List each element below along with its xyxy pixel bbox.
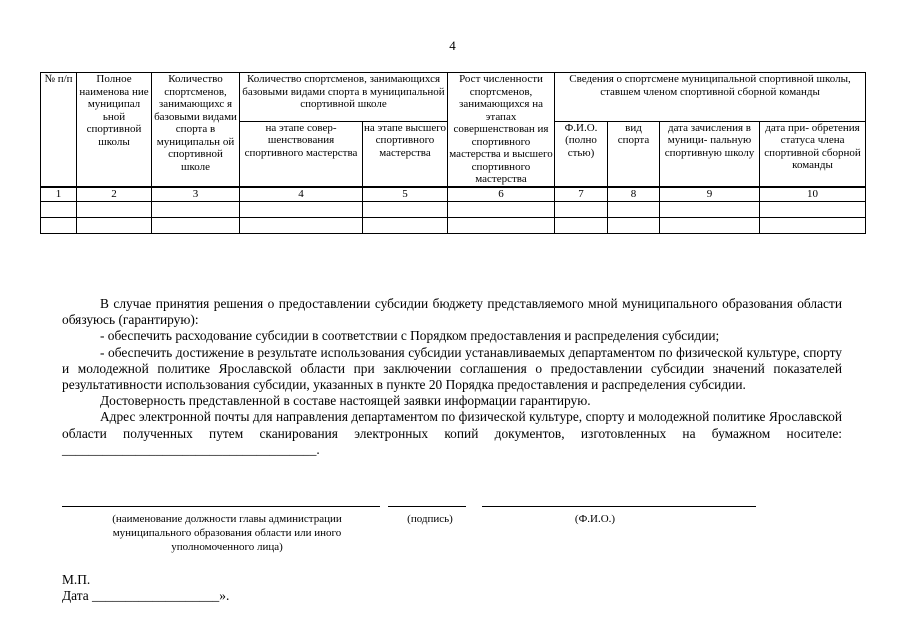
table-row	[41, 201, 866, 217]
fio-line	[482, 506, 756, 507]
header-stage-higher: на этапе высшего спортивного мастерства	[363, 121, 448, 186]
signature-caption: (подпись)	[407, 513, 453, 525]
guarantee-text	[62, 296, 842, 458]
column-number: 7	[555, 187, 608, 202]
header-athlete-info-group: Сведения о спортсмене муниципальной спортивной школы, ставшем членом спортивной сборной команды	[555, 73, 866, 122]
header-status-date: дата при- обретения статуса члена спортивной сборной команды	[760, 121, 866, 186]
paragraph: - обеспечить расходование субсидии в соответствии с Порядком предоставления и распределения субсидии;	[100, 328, 720, 344]
column-number: 10	[760, 187, 866, 202]
header-sport: вид спорта	[608, 121, 660, 186]
header-growth: Рост численности спортсменов, занимающихся на этапах совершенствован ия спортивного мастерства и высшего спортивного мастерства	[449, 73, 553, 185]
position-caption: (наименование должности главы администрации муниципального образования области или иного уполномоченного лица)	[112, 513, 342, 553]
column-number: 4	[240, 187, 363, 202]
stamp-label: М.П.	[62, 572, 91, 587]
column-number-row	[41, 187, 866, 202]
signature-line	[388, 506, 466, 507]
column-number: 6	[448, 187, 555, 202]
header-num: № п/п	[41, 73, 77, 187]
stamp-date-block	[62, 572, 229, 604]
column-number: 8	[608, 187, 660, 202]
data-table	[40, 72, 866, 234]
page-number: 4	[449, 38, 456, 53]
position-line	[62, 506, 380, 507]
header-athlete-count: Количество спортсменов, занимающихс я базовыми видами спорта в муниципальн ой спортивной школе	[152, 73, 240, 187]
header-fio: Ф.И.О. (полно стью)	[555, 121, 608, 186]
paragraph: Адрес электронной почты для направления департаментом по физической культуре, спорту и молодежной политике Ярославской области полученных путем сканирования электронных копий документов, изготовленных на бумажном носителе: ______________________________________.	[62, 409, 842, 457]
table-row	[41, 217, 866, 233]
paragraph: Достоверность представленной в составе настоящей заявки информации гарантирую.	[100, 393, 591, 409]
paragraph: В случае принятия решения о предоставлении субсидии бюджету представляемого мной муниципального образования области обязуюсь (гарантирую):	[62, 296, 842, 328]
header-count-stages-group: Количество спортсменов, занимающихся базовыми видами спорта в муниципальной спортивной школе	[240, 73, 448, 122]
header-enroll-date: дата зачисления в муници- пальную спортивную школу	[660, 121, 760, 186]
date-line: Дата ___________________».	[62, 588, 230, 603]
column-number: 2	[77, 187, 152, 202]
fio-caption: (Ф.И.О.)	[574, 513, 616, 525]
column-number: 9	[660, 187, 760, 202]
column-number: 1	[41, 187, 77, 202]
paragraph: - обеспечить достижение в результате использования субсидии устанавливаемых департаментом по физической культуре, спорту и молодежной политике Ярославской области при заключении соглашения о предоставлении субсидии значений показателей результативности использования субсидии, указанных в пункте 20 Порядка предоставления и распределения субсидии.	[62, 344, 842, 393]
header-stage-improvement: на этапе совер- шенствования спортивного мастерства	[240, 121, 363, 186]
column-number: 3	[152, 187, 240, 202]
column-number: 5	[363, 187, 448, 202]
header-school-name: Полное наименова ние муниципал ьной спортивной школы	[77, 73, 152, 187]
